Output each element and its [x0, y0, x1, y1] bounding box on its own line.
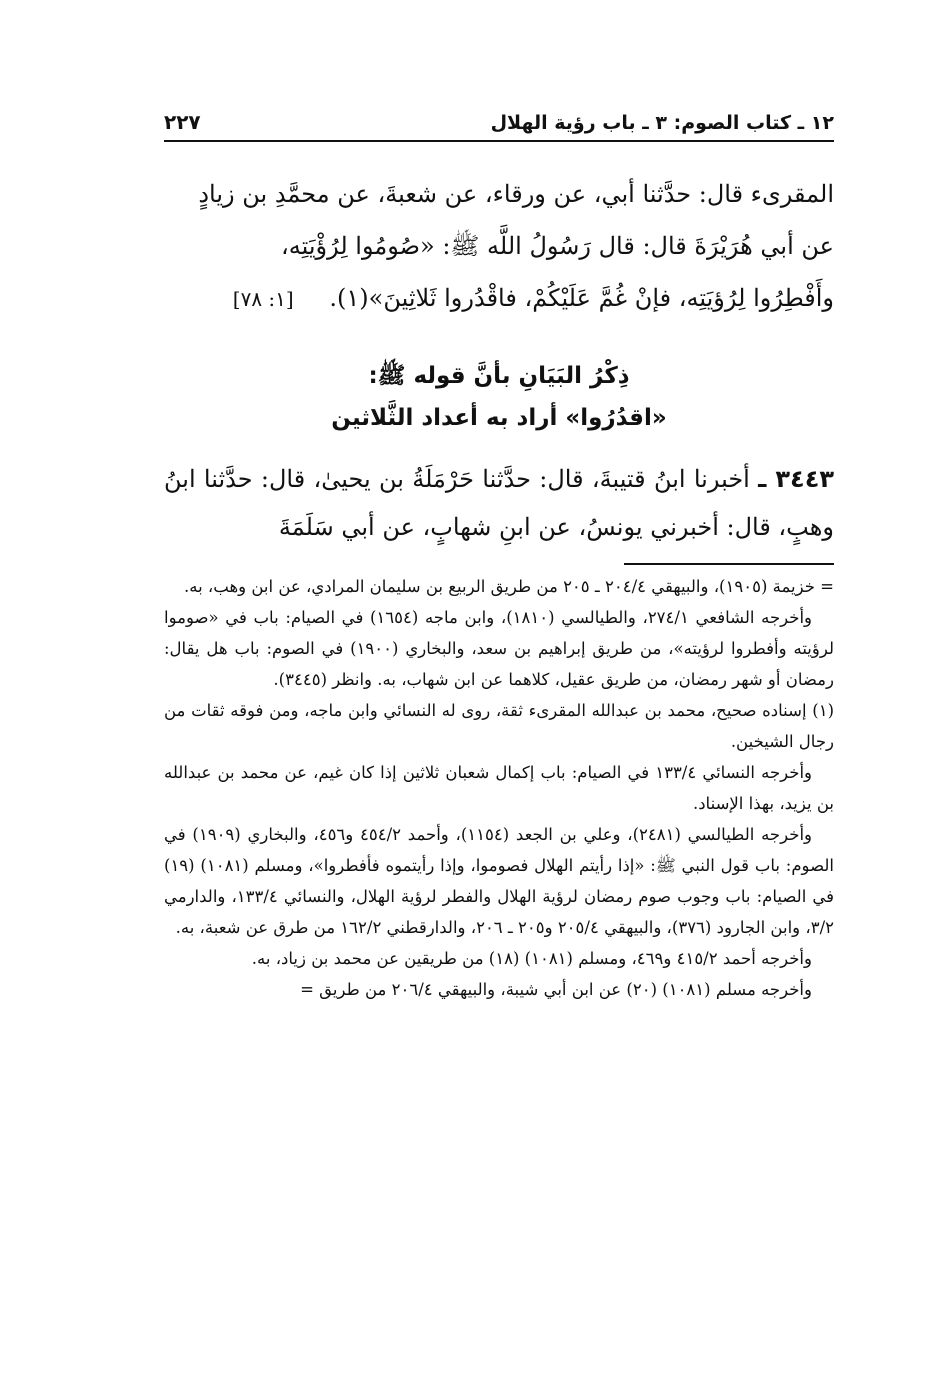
hadith-text: أخبرنا ابنُ قتيبةَ، قال: حدَّثنا حَرْمَلَةُ بن يحيىٰ، قال: حدَّثنا ابنُ وهبٍ، قال: أخبرني يونسُ، عن ابنِ شهابٍ، عن أبي سَلَمَةَ [164, 465, 834, 541]
main-text-line: عن أبي هُرَيْرَةَ قال: قال رَسُولُ اللَّه ﷺ: «صُومُوا لِرُؤْيَتِه، [281, 232, 834, 260]
page-number: ٢٢٧ [164, 110, 201, 134]
footnote: وأخرجه أحمد ٤١٥/٢ و٤٦٩، ومسلم (١٠٨١) (١٨) من طريقين عن محمد بن زياد، به. [251, 949, 812, 968]
hadith-number: ٣٤٤٣ ـ [758, 465, 834, 493]
section-heading [164, 355, 834, 439]
main-text-line-end: وأَفْطِرُوا لِرُؤيَتِه، فإنْ غُمَّ عَلَيْكُمْ، فاقْدُروا ثَلاثِينَ»(١). [329, 284, 834, 312]
footnote: وأخرجه مسلم (١٠٨١) (٢٠) عن ابن أبي شيبة، والبيهقي ٢٠٦/٤ من طريق = [300, 980, 812, 999]
footnotes [164, 571, 834, 1005]
footnote-divider [624, 563, 834, 565]
section-heading-line: «اقدُرُوا» أراد به أعداد الثَّلاثين [331, 405, 667, 431]
main-text [164, 168, 834, 325]
section-heading-line: ذِكْرُ البَيَانِ بأنَّ قوله ﷺ: [368, 363, 630, 389]
footnote: وأخرجه الشافعي ٢٧٤/١، والطيالسي (١٨١٠)، وابن ماجه (١٦٥٤) في الصيام: باب في «صوموا لرؤيته وأفطروا لرؤيته»، من طريق إبراهيم بن سعد، والبخاري (١٩٠٠) في الصوم: باب هل يقال: رمضان أو شهر رمضان، من طريق عقيل، كلاهما عن ابن شهاب، به. وانظر (٣٤٤٥). [164, 608, 834, 689]
footnote: وأخرجه الطيالسي (٢٤٨١)، وعلي بن الجعد (١١٥٤)، وأحمد ٤٥٤/٢ و٤٥٦، والبخاري (١٩٠٩) في الصوم: باب قول النبي ﷺ: «إذا رأيتم الهلال فصوموا، وإذا رأيتموه فأفطروا»، ومسلم (١٠٨١) (١٩) في الصيام: باب وجوب صوم رمضان لرؤية الهلال والفطر لرؤية الهلال، والنسائي ١٣٣/٤، والدارمي ٣/٢، وابن الجارود (٣٧٦)، والبيهقي ٢٠٥/٤ و٢٠٥ ـ ٢٠٦، والدارقطني ١٦٢/٢ من طرق عن شعبة، به. [164, 825, 834, 937]
main-text-line [164, 272, 834, 325]
footnote: (١) إسناده صحيح، محمد بن عبدالله المقرىء ثقة، روى له النسائي وابن ماجه، ومن فوقه ثقات من رجال الشيخين. [164, 701, 834, 751]
footnote: وأخرجه النسائي ١٣٣/٤ في الصيام: باب إكمال شعبان ثلاثين إذا كان غيم، عن محمد بن عبدالله بن يزيد، بهذا الإسناد. [164, 763, 834, 813]
main-text-line: المقرىء قال: حدَّثنا أبي، عن ورقاء، عن شعبةَ، عن محمَّدِ بن زيادٍ [198, 180, 834, 208]
running-header [164, 110, 834, 142]
chapter-title: ١٢ ـ كتاب الصوم: ٣ ـ باب رؤية الهلال [490, 112, 834, 134]
footnote: = خزيمة (١٩٠٥)، والبيهقي ٢٠٤/٤ ـ ٢٠٥ من طريق الربيع بن سليمان المرادي، عن ابن وهب، به. [184, 577, 834, 596]
hadith-reference: [١: ٧٨] [232, 287, 294, 311]
book-page [164, 110, 834, 1005]
hadith-3443 [164, 455, 834, 551]
